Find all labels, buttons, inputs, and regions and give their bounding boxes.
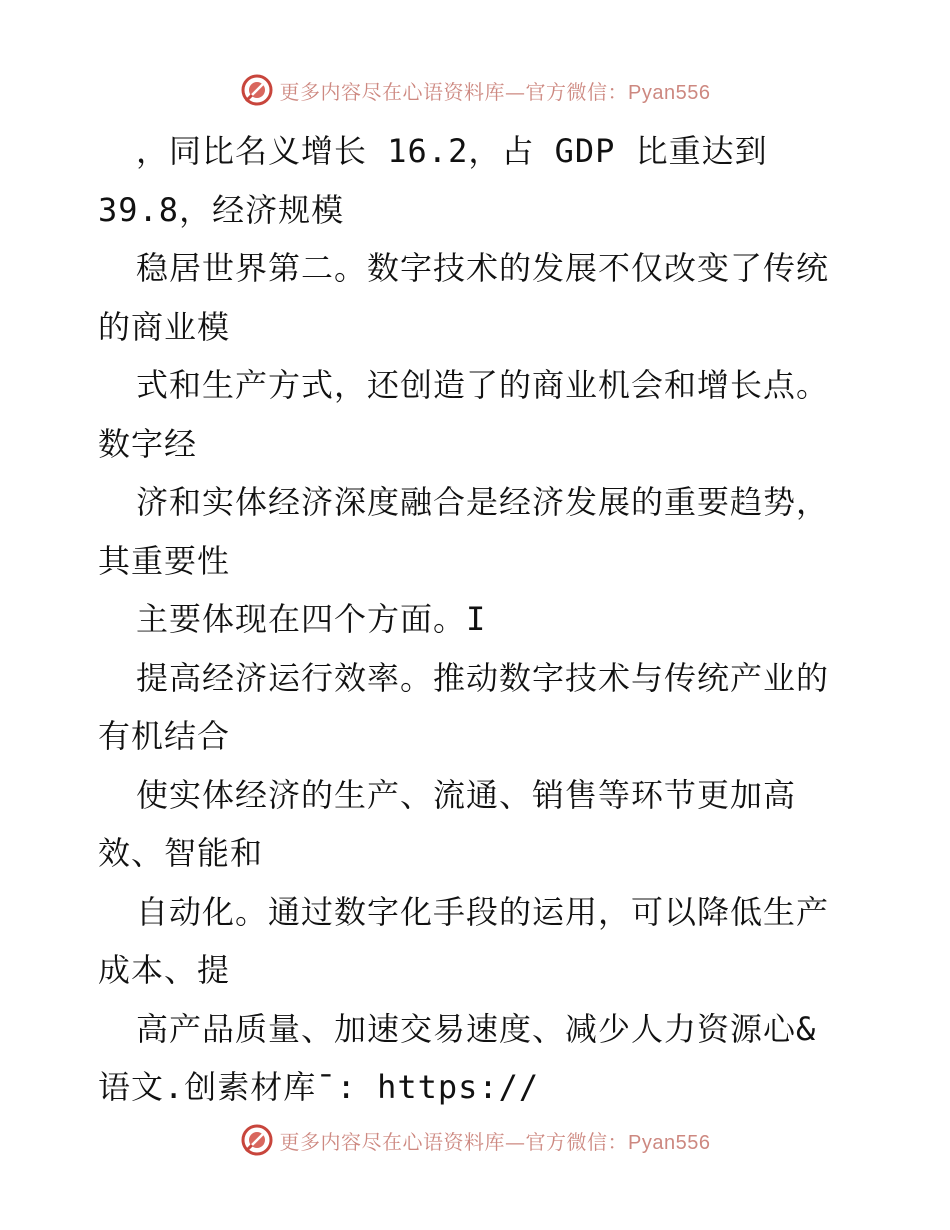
header-banner [0, 70, 950, 110]
body-line: 稳居世界第二。数字技术的发展不仅改变了传统 [136, 249, 830, 287]
body-line: 其重要性 [98, 541, 231, 580]
body-text [98, 122, 898, 1117]
header-banner-text-cn: 更多内容尽在心语资料库—官方微信： [279, 79, 629, 104]
body-line: 式和生产方式，还创造了的商业机会和增长点。 [136, 366, 830, 404]
red-seal-ribbon-icon [240, 1123, 274, 1157]
body-line: 成本、提 [98, 951, 231, 989]
body-line: 语文.创素材库¯: https:// [98, 1068, 540, 1106]
body-line: 使实体经济的生产、流通、销售等环节更加高 [136, 775, 797, 814]
body-line: 效、智能和 [98, 834, 264, 872]
body-line: ，同比名义增长 16.2，占 GDP 比重达到 [136, 132, 768, 170]
body-line: 的商业模 [98, 307, 231, 346]
body-line: 济和实体经济深度融合是经济发展的重要趋势， [136, 483, 830, 521]
body-line: 39.8，经济规模 [98, 190, 345, 229]
footer-banner-wechat-id: Pyan556 [628, 1131, 711, 1154]
body-line: 自动化。通过数字化手段的运用，可以降低生产 [136, 892, 830, 931]
footer-banner-text [280, 1126, 711, 1155]
body-line: 高产品质量、加速交易速度、减少人力资源心& [136, 1009, 817, 1048]
header-banner-wechat-id: Pyan556 [628, 81, 711, 104]
red-seal-ribbon-icon [240, 73, 274, 107]
header-banner-text [280, 76, 711, 105]
footer-banner [0, 1120, 950, 1160]
body-line: 提高经济运行效率。推动数字技术与传统产业的 [136, 658, 830, 697]
body-line: 数字经 [98, 424, 198, 463]
body-line: 主要体现在四个方面。I [136, 600, 487, 638]
body-line: 有机结合 [98, 717, 231, 755]
footer-banner-text-cn: 更多内容尽在心语资料库—官方微信： [279, 1129, 629, 1154]
